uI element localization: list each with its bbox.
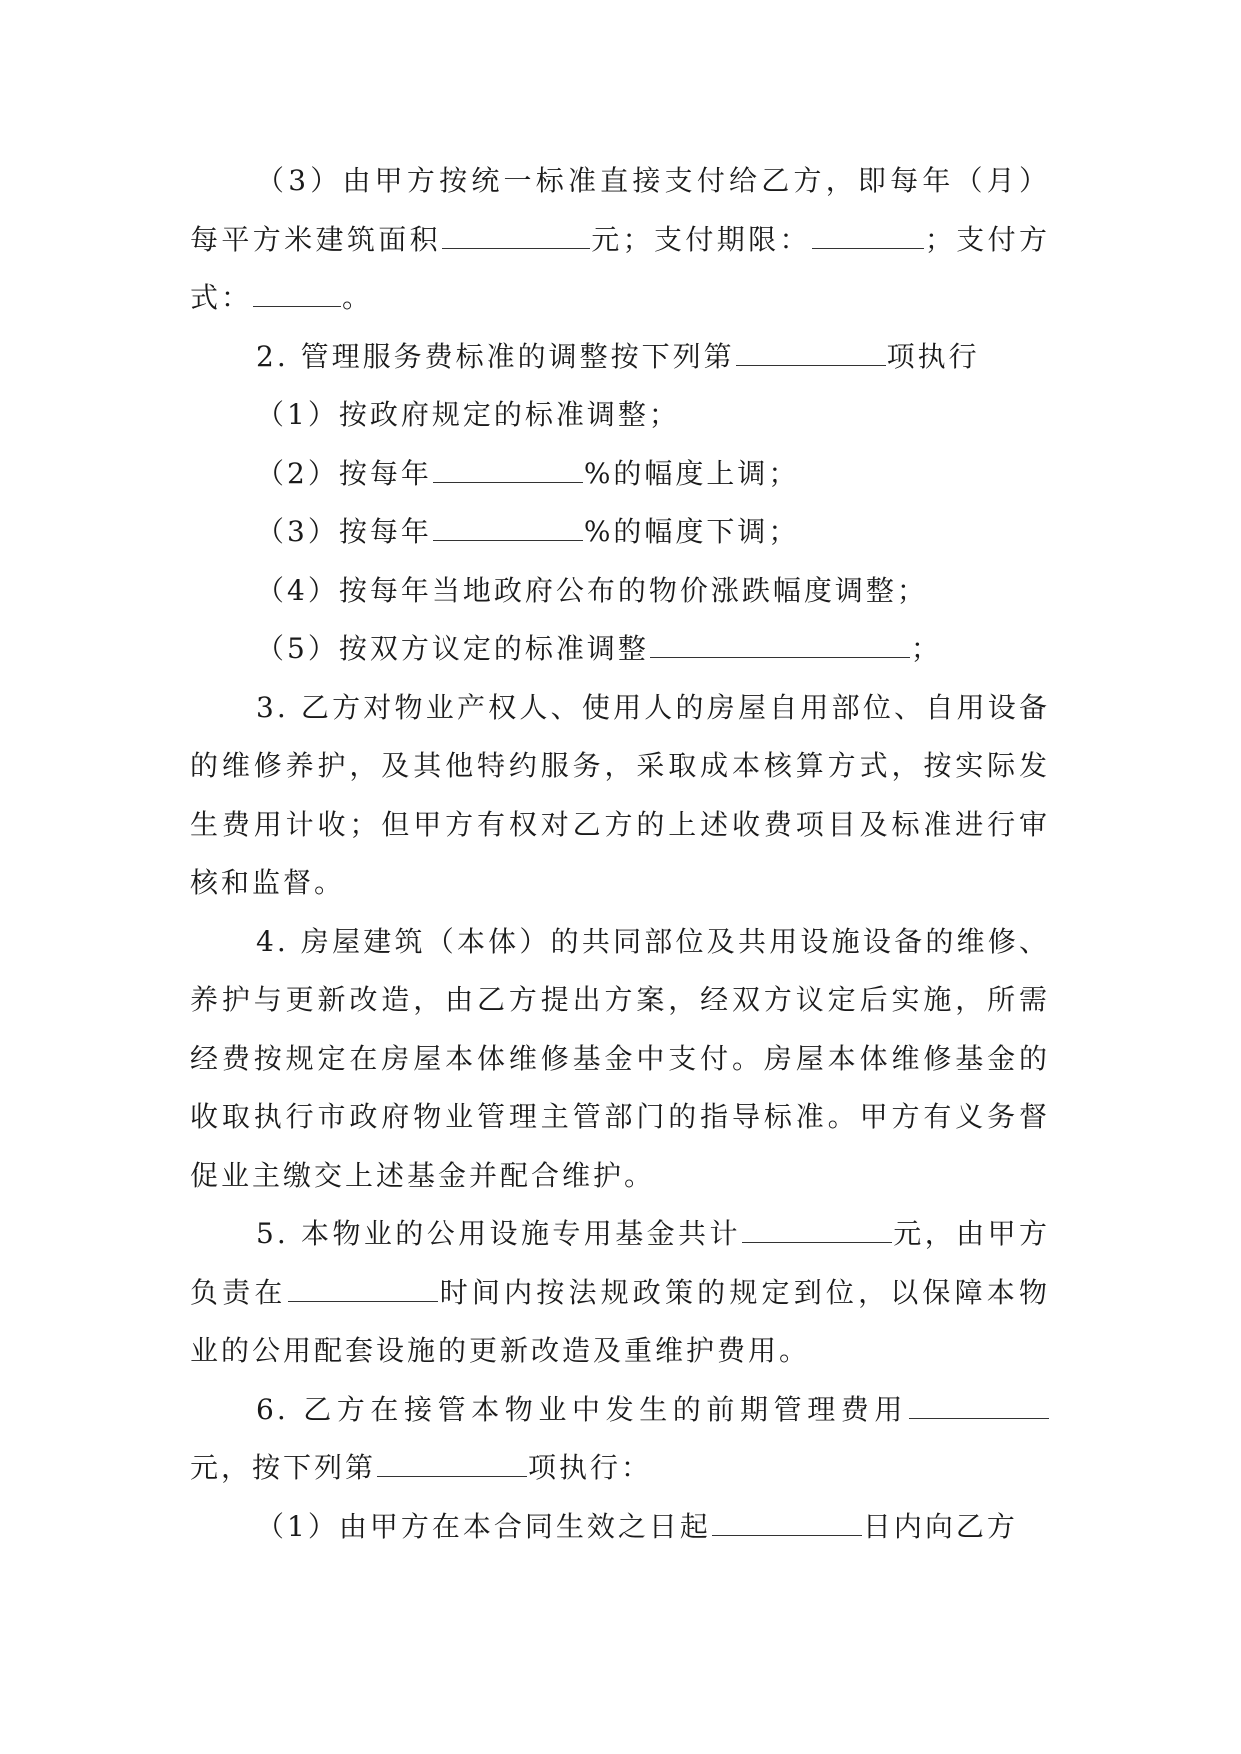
- decrease-rate-blank: [433, 520, 583, 541]
- area-price-blank: [442, 228, 590, 249]
- payment-method-blank: [253, 286, 341, 307]
- clause-2-option-5-text-a: （5）按双方议定的标准调整: [256, 632, 649, 665]
- clause-2-text-a: 2. 管理服务费标准的调整按下列第: [256, 339, 735, 373]
- clause-6-option-1-text-b: 日内向乙方: [862, 1509, 1018, 1543]
- clause-2-text-b: 项执行: [886, 339, 980, 373]
- clause-2-option-4: [190, 562, 1050, 621]
- adjustment-option-blank: [736, 345, 886, 366]
- clause-2-option-5-text-b: ；: [910, 632, 942, 665]
- clause-3: [190, 679, 1050, 913]
- clause-6-text-c: 项执行：: [528, 1451, 653, 1484]
- fund-deadline-blank: [288, 1281, 438, 1302]
- clause-2-option-2: [190, 445, 1050, 504]
- clause-2-option-2-text-a: （2）按每年: [256, 456, 432, 490]
- clause-6: [190, 1381, 1050, 1498]
- payment-deadline-blank: [812, 228, 924, 249]
- clause-2-option-2-text-b: %的幅度上调；: [583, 456, 800, 490]
- clause-5-text-b: 元，由甲方负责在: [190, 1217, 1050, 1309]
- clause-2-option-3-text-a: （3）按每年: [256, 515, 432, 548]
- clause-2-option-4-text: （4）按每年当地政府公布的物价涨跌幅度调整；: [256, 573, 928, 607]
- clause-1-3: [190, 152, 1050, 328]
- clause-6-option-1: [190, 1498, 1050, 1557]
- clause-6-text-b: 元，按下列第: [190, 1451, 377, 1484]
- document-page: [190, 152, 1050, 1556]
- clause-2-option-1-text: （1）按政府规定的标准调整；: [256, 398, 680, 431]
- clause-1-3-text-d: 。: [342, 281, 374, 314]
- clause-6-text-a: 6. 乙方在接管本物业中发生的前期管理费用: [256, 1392, 908, 1426]
- preliminary-fee-blank: [909, 1398, 1049, 1419]
- clause-2-option-1: [190, 386, 1050, 445]
- clause-4: [190, 913, 1050, 1206]
- clause-1-3-text-b: 元；支付期限：: [590, 222, 811, 256]
- clause-4-text: 4. 房屋建筑（本体）的共同部位及共用设施设备的维修、养护与更新改造，由乙方提出方案，经双方议定后实施，所需经费按规定在房屋本体维修基金中支付。房屋本体维修基金的收取执行市政府物业管理主管部门的指导标准。甲方有义务督促业主缴交上述基金并配合维护。: [190, 924, 1050, 1192]
- clause-5-text-c: 时间内按法规政策的规定到位，以保障本物业的公用配套设施的更新改造及重维护费用。: [190, 1275, 1050, 1367]
- clause-2: [190, 328, 1050, 387]
- clause-6-option-1-text-a: （1）由甲方在本合同生效之日起: [256, 1509, 711, 1543]
- increase-rate-blank: [433, 462, 583, 483]
- clause-5-text-a: 5. 本物业的公用设施专用基金共计: [256, 1217, 741, 1250]
- clause-1-3-text-c: ；支付方式：: [190, 222, 1050, 314]
- clause-1-3-text-a: （3）由甲方按统一标准直接支付给乙方，即每年（月）每平方米建筑面积: [190, 164, 1050, 256]
- clause-2-option-5: [190, 620, 1050, 679]
- clause-3-text: 3. 乙方对物业产权人、使用人的房屋自用部位、自用设备的维修养护，及其他特约服务，采取成本核算方式，按实际发生费用计收；但甲方有权对乙方的上述收费项目及标准进行审核和监督。: [190, 690, 1050, 899]
- agreed-standard-blank: [650, 637, 910, 658]
- payment-days-blank: [712, 1515, 862, 1536]
- fund-amount-blank: [742, 1222, 892, 1243]
- clause-5: [190, 1205, 1050, 1381]
- fee-option-blank: [377, 1456, 527, 1477]
- clause-2-option-3-text-b: %的幅度下调；: [583, 515, 800, 548]
- clause-2-option-3: [190, 503, 1050, 562]
